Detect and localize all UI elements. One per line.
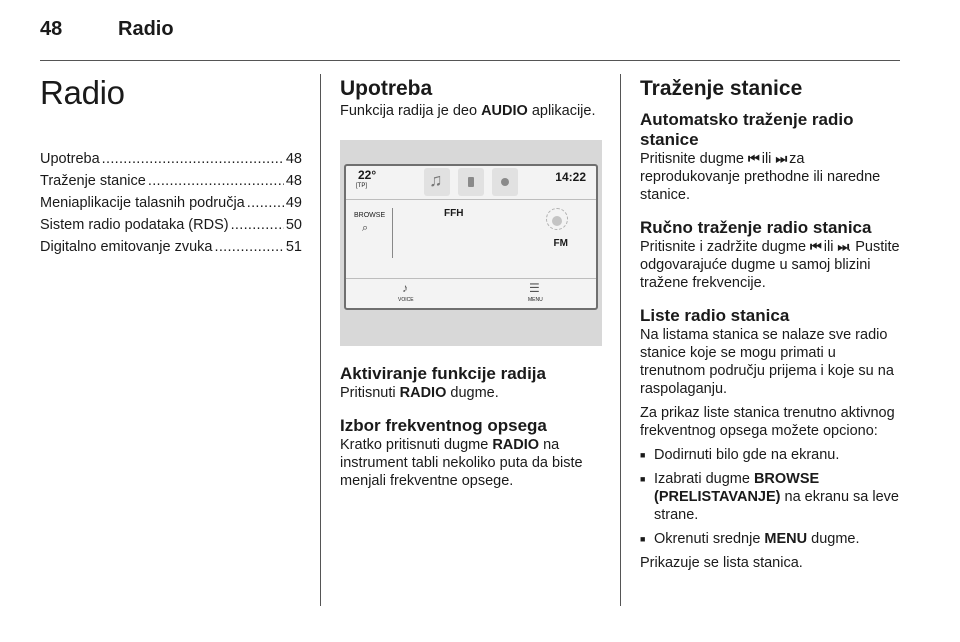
subsection-title-band: Izbor frekventnog opsega: [340, 416, 547, 435]
screen-bottom-bar: [346, 278, 596, 308]
skip-forward-icon: ⏭: [775, 151, 786, 166]
text-run: ili: [757, 151, 776, 167]
toc-entry-label: Digitalno emitovanje zvuka: [40, 239, 213, 255]
toc-dot-leader: [214, 236, 283, 258]
text-run-bold: MENU: [764, 531, 808, 547]
screen-clock: 14:22: [555, 170, 586, 184]
screen-divider: [392, 208, 393, 258]
radio-screen-illustration: [340, 140, 602, 346]
toc-entry-page: 50: [285, 217, 302, 233]
band-text: [340, 436, 602, 490]
skip-back-icon: ⏮: [810, 239, 820, 254]
lists-closing: Prikazuje se lista stanica.: [640, 555, 803, 571]
section-title-usage: Upotreba: [340, 77, 433, 100]
chapter-title: Radio: [40, 74, 125, 111]
voice-icon: ♪: [402, 281, 408, 295]
bullet-square-icon: ■: [640, 534, 646, 544]
text-run-bold: RADIO: [492, 437, 540, 453]
text-run: aplikacije.: [527, 103, 596, 119]
toc-entry-label: Sistem radio podataka (RDS): [40, 217, 229, 233]
text-run: ili: [819, 239, 838, 255]
screen-band: FM: [553, 238, 568, 249]
list-item: [640, 446, 902, 464]
text-run-bold: BROWSE (PRELISTAVANJE): [654, 471, 820, 505]
table-of-contents: [40, 148, 302, 258]
screen-menu-label: MENU: [528, 297, 543, 303]
text-run: za reprodukovanje prethodne ili naredne stanice.: [640, 151, 881, 203]
bullet-text: [654, 446, 902, 464]
toc-entry[interactable]: [40, 192, 302, 214]
bullet-square-icon: ■: [640, 474, 646, 484]
text-run: Funkcija radija je deo: [340, 103, 482, 119]
running-title: Radio: [118, 18, 174, 40]
text-run: na ekranu sa leve strane.: [654, 489, 899, 523]
skip-forward-icon: ⏭: [837, 239, 848, 254]
toc-entry[interactable]: [40, 148, 302, 170]
lists-para-2: Za prikaz liste stanica trenutno aktivnog frekventnog opsega možete opciono:: [640, 405, 895, 439]
toc-entry-page: 48: [285, 151, 302, 167]
skip-back-icon: ⏮: [748, 151, 758, 166]
text-run: Pritisnuti: [340, 385, 400, 401]
text-run: Dodirnuti bilo gde na ekranu.: [654, 447, 840, 463]
toc-dot-leader: [247, 192, 284, 214]
text-run-bold: AUDIO: [481, 103, 528, 119]
toc-entry-label: Traženje stanice: [40, 173, 146, 189]
screen-station-name: FFH: [444, 208, 464, 219]
infotainment-screen: [344, 164, 598, 310]
manual-text: [640, 238, 902, 292]
subsection-title-activate: Aktiviranje funkcije radija: [340, 364, 546, 383]
menu-icon: ☰: [529, 281, 540, 295]
screen-voice-label: VOICE: [398, 297, 414, 303]
toc-dot-leader: [148, 170, 284, 192]
subsection-title-auto: Automatsko traženje radio stanice: [640, 110, 854, 149]
text-run: Pritisnite dugme: [640, 151, 748, 167]
screen-top-bar: [346, 166, 596, 200]
toc-entry-page: 49: [285, 195, 302, 211]
text-run: dugme.: [446, 385, 499, 401]
search-icon: ⌕: [362, 222, 369, 234]
column-usage: [340, 70, 602, 490]
column-divider-1: [320, 74, 321, 606]
usage-intro: [340, 102, 602, 120]
text-run: Izabrati dugme: [654, 471, 754, 487]
bullet-text: [654, 470, 902, 524]
text-run: Kratko pritisnuti dugme: [340, 437, 493, 453]
column-toc: [40, 70, 302, 258]
bullet-text: [654, 530, 902, 548]
screen-browse-label: BROWSE: [354, 212, 386, 219]
lists-para-1: Na listama stanica se nalaze sve radio stanice koje se mogu primati u trenutnom području prijema i koje su na raspolaganju.: [640, 327, 894, 397]
list-item: [640, 530, 902, 548]
text-run: . Pustite odgovarajuće dugme u samoj blizini tražene frekvencije.: [640, 239, 900, 291]
text-run: dugme.: [807, 531, 860, 547]
subsection-title-manual: Ručno traženje radio stanica: [640, 218, 872, 237]
phone-icon: [458, 168, 484, 196]
subsection-title-lists: Liste radio stanica: [640, 306, 790, 325]
list-item: [640, 470, 902, 524]
music-note-icon: ♫: [424, 168, 450, 196]
toc-entry-label: Upotreba: [40, 151, 100, 167]
screen-temperature: 22°: [358, 168, 377, 182]
station-logo-icon-inner: [552, 216, 562, 226]
auto-text: [640, 150, 902, 204]
column-divider-2: [620, 74, 621, 606]
header-rule: [40, 60, 900, 61]
bullet-square-icon: ■: [640, 450, 646, 460]
page-number: 48: [40, 18, 63, 40]
column-search: [640, 70, 902, 572]
text-run: Pritisnite i zadržite dugme: [640, 239, 811, 255]
navigation-icon: [492, 168, 518, 196]
toc-entry[interactable]: [40, 214, 302, 236]
text-run-bold: RADIO: [399, 385, 447, 401]
toc-entry[interactable]: [40, 236, 302, 258]
toc-entry-page: 51: [285, 239, 302, 255]
toc-entry[interactable]: [40, 170, 302, 192]
toc-dot-leader: [231, 214, 284, 236]
section-title-search: Traženje stanice: [640, 77, 803, 100]
text-run: na instrument tabli nekoliko puta da biste menjali frekventne opsege.: [340, 437, 583, 489]
text-run: Okrenuti srednje: [654, 531, 765, 547]
toc-entry-label: Meniaplikacije talasnih područja: [40, 195, 245, 211]
page-header: [40, 18, 920, 48]
toc-entry-page: 48: [285, 173, 302, 189]
toc-dot-leader: [102, 148, 284, 170]
screen-tp-indicator: [TP]: [356, 183, 368, 189]
activate-text: [340, 384, 602, 402]
